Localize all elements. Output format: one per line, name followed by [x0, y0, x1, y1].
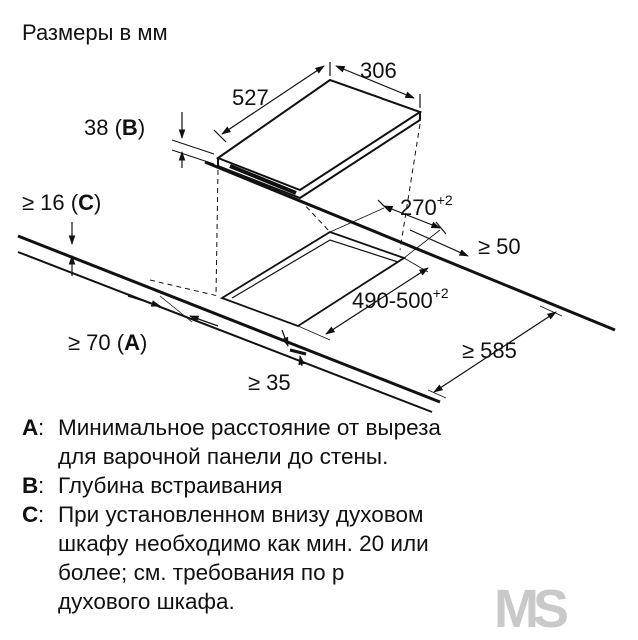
front-distance-label: ≥ 35 — [248, 370, 291, 395]
legend-key: B — [22, 473, 39, 498]
diagram-title: Размеры в мм — [22, 20, 168, 45]
installation-depth-label: 38 (B) — [84, 115, 146, 140]
rear-distance-dimension — [410, 230, 468, 256]
brand-logo — [490, 575, 600, 635]
legend-text: Минимальное расстояние от выреза для варочной панели до стены. — [58, 415, 441, 469]
legend-item-b — [22, 471, 622, 500]
legend-text: Глубина встраивания — [58, 473, 283, 498]
cutout-width-label: $270^{+2}$ — [400, 192, 453, 220]
legend-item-a — [22, 413, 622, 471]
brand-logo-text: MS — [494, 579, 563, 635]
legend-colon: : — [38, 502, 45, 527]
legend-key: A — [22, 415, 39, 440]
rear-distance-label: ≥ 50 — [478, 234, 521, 259]
legend-colon: : — [38, 473, 45, 498]
hob-depth-label: 527 — [232, 85, 269, 110]
hob-depth-dimension — [214, 66, 324, 142]
legend-colon: : — [38, 415, 45, 440]
countertop-depth-label: ≥ 585 — [462, 338, 517, 363]
countertop-thickness-label: ≥ 16 (C) — [22, 190, 102, 215]
legend-key: C — [22, 502, 39, 527]
installation-depth-dimension — [172, 112, 214, 168]
wall-distance-label: ≥ 70 (A) — [68, 330, 148, 355]
legend-text: При установленном внизу духовом шкафу необходимо как мин. 20 или более; см. требования по р духового шкафа. — [58, 502, 429, 614]
hob-width-label: 306 — [360, 58, 397, 83]
countertop — [18, 124, 615, 412]
cutout-depth-label: $490-500^{+2}$ — [352, 285, 449, 313]
